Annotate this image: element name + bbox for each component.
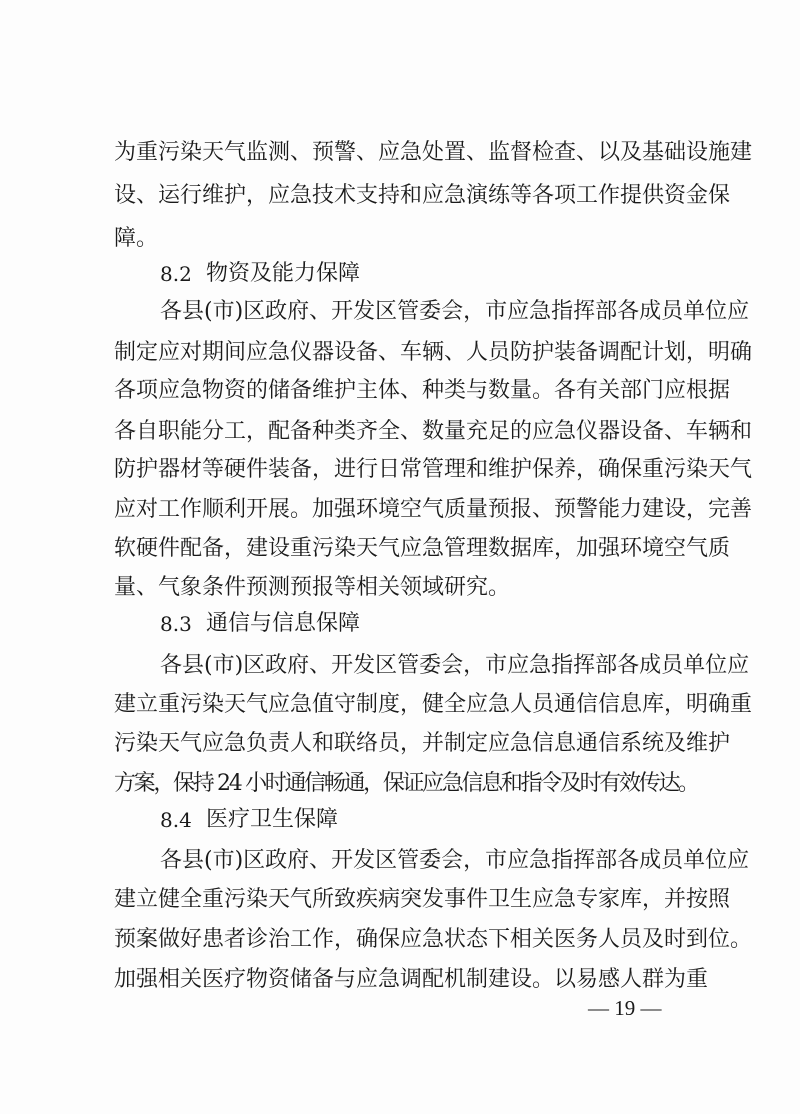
paragraph-line — [0, 292, 800, 332]
paragraph-line — [0, 219, 800, 259]
paragraph-line — [0, 490, 800, 530]
paragraph-line — [0, 412, 800, 452]
line-text: 软硬件配备，建设重污染天气应急管理数据库，加强环境空气质 — [114, 536, 731, 561]
line-text: 量、气象条件预测预报等相关领域研究。 — [114, 575, 511, 600]
section-title: 物资及能力保障 — [206, 261, 361, 286]
paragraph-line — [0, 371, 800, 411]
paragraph-line — [0, 568, 800, 608]
section-heading-8-3 — [0, 604, 800, 644]
section-number: 8.3 — [160, 612, 192, 636]
section-number: 8.2 — [160, 262, 192, 286]
paragraph-line — [0, 960, 800, 1000]
paragraph-line — [0, 920, 800, 960]
paragraph-line — [0, 880, 800, 920]
line-text: 污染天气应急负责人和联络员，并制定应急信息通信系统及维护 — [114, 731, 731, 756]
line-text: 各自职能分工，配备种类齐全、数量充足的应急仪器设备、车辆和 — [114, 419, 753, 444]
paragraph-line — [0, 841, 800, 881]
line-text: 各县(市)区政府、开发区管委会，市应急指挥部各成员单位应 — [160, 848, 750, 873]
page-number: — 19 — — [588, 996, 662, 1020]
line-text: 预案做好患者诊治工作，确保应急状态下相关医务人员及时到位。 — [114, 927, 753, 952]
line-text: 设、运行维护，应急技术支持和应急演练等各项工作提供资金保 — [114, 183, 731, 208]
line-text: 各项应急物资的储备维护主体、种类与数量。各有关部门应根据 — [114, 378, 731, 403]
line-text: 为重污染天气监测、预警、应急处置、监督检查、以及基础设施建 — [114, 140, 753, 165]
line-text: 制定应对期间应急仪器设备、车辆、人员防护装备调配计划，明确 — [114, 340, 753, 365]
line-text: 方案，保持 24 小时通信畅通，保证应急信息和指令及时有效传达。 — [114, 771, 698, 796]
paragraph-line — [0, 333, 800, 373]
line-text: 防护器材等硬件装备，进行日常管理和维护保养，确保重污染天气 — [114, 457, 753, 482]
line-text: 建立健全重污染天气所致疾病突发事件卫生应急专家库，并按照 — [114, 887, 731, 912]
line-text: 各县(市)区政府、开发区管委会，市应急指挥部各成员单位应 — [160, 653, 750, 678]
line-text: 建立重污染天气应急值守制度，健全应急人员通信信息库，明确重 — [114, 692, 753, 717]
line-text: 各县(市)区政府、开发区管委会，市应急指挥部各成员单位应 — [160, 299, 750, 324]
section-number: 8.4 — [160, 808, 192, 832]
paragraph-line — [0, 133, 800, 173]
line-text: 障。 — [114, 226, 159, 251]
section-title: 通信与信息保障 — [206, 611, 361, 636]
paragraph-line — [0, 529, 800, 569]
section-heading-8-4 — [0, 800, 800, 840]
paragraph-line — [0, 646, 800, 686]
line-text: 加强相关医疗物资储备与应急调配机制建设。以易感人群为重 — [114, 967, 709, 992]
section-title: 医疗卫生保障 — [206, 807, 339, 832]
paragraph-line — [0, 685, 800, 725]
paragraph-line — [0, 764, 800, 804]
paragraph-line — [0, 176, 800, 216]
paragraph-line — [0, 450, 800, 490]
line-text: 应对工作顺利开展。加强环境空气质量预报、预警能力建设，完善 — [114, 497, 753, 522]
paragraph-line — [0, 724, 800, 764]
section-heading-8-2 — [0, 254, 800, 294]
